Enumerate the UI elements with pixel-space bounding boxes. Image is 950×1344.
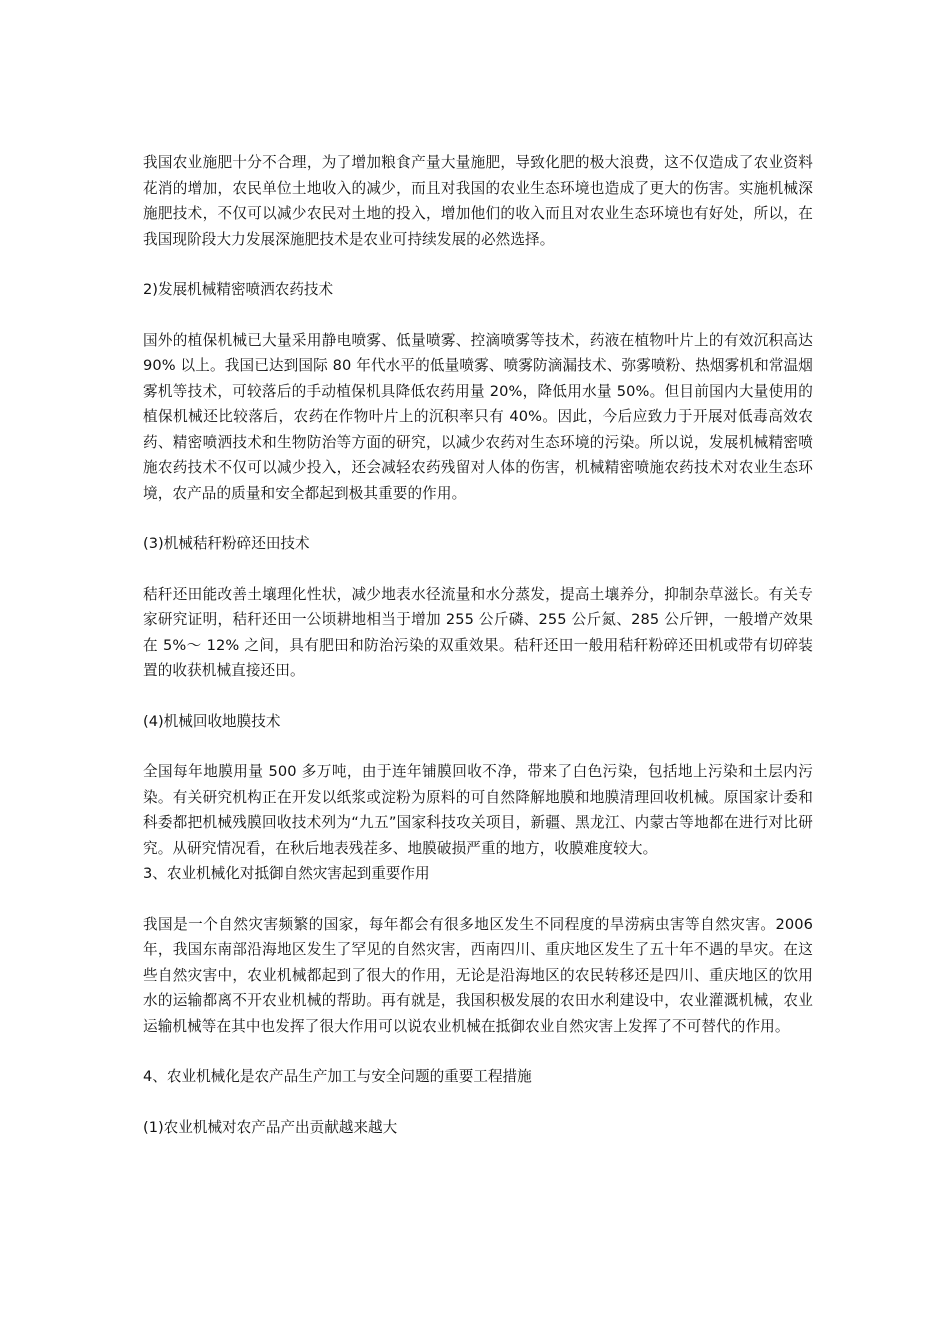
paragraph-disaster: 我国是一个自然灾害频繁的国家，每年都会有很多地区发生不同程度的旱涝病虫害等自然灾害。2006 年，我国东南部沿海地区发生了罕见的自然灾害，西南四川、重庆地区发生了五十年不遇的旱灾。在这些自然灾害中，农业机械都起到了很大的作用，无论是沿海地区的农民转移还是四川、重庆地区的饮用水的运输都离不开农业机械的帮助。再有就是，我国积极发展的农田水利建设中，农业灌溉机械，农业运输机械等在其中也发挥了很大作用可以说农业机械在抵御农业自然灾害上发挥了不可替代的作用。 <box>143 915 813 1035</box>
heading-product-safety: 4、农业机械化是农产品生产加工与安全问题的重要工程措施 <box>143 1068 532 1085</box>
heading-product-output: (1)农业机械对农产品产出贡献越来越大 <box>143 1118 398 1136</box>
spacer <box>143 684 813 709</box>
heading-disaster-resistance: 3、农业机械化对抵御自然灾害起到重要作用 <box>143 865 430 882</box>
paragraph-spraying: 国外的植保机械已大量采用静电喷雾、低量喷雾、控滴喷雾等技术，药液在植物叶片上的有效沉积高达 90% 以上。我国已达到国际 80 年代水平的低量喷雾、喷雾防滴漏技术、弥雾喷粉、热烟雾机和常温烟雾机等技术，可较落后的手动植保机具降低农药用量 20%，降低用水量 50%。但目前国内大量使用的植保机械还比较落后，农药在作物叶片上的沉积率只有 40%。因此，今后应致力于开展对低毒高效农药、精密喷洒技术和生物防治等方面的研究，以减少农药对生态环境的污染。所以说，发展机械精密喷施农药技术不仅可以减少投入，还会减轻农药残留对人体的伤害，机械精密喷施农药技术对农业生态环境，农产品的质量和安全都起到极其重要的作用。 <box>143 331 813 502</box>
document-page <box>143 150 813 1140</box>
spacer <box>143 557 813 582</box>
heading-straw-returning: (3)机械秸秆粉碎还田技术 <box>143 535 310 552</box>
heading-film-recovery: (4)机械回收地膜技术 <box>143 712 281 730</box>
paragraph-straw: 秸秆还田能改善土壤理化性状，减少地表水径流量和水分蒸发，提高土壤养分，抑制杂草滋长。有关专家研究证明，秸秆还田一公顷耕地相当于增加 255 公斤磷、255 公斤氮、285 公斤钾，一般增产效果在 5%～ 12% 之间，具有肥田和防治污染的双重效果。秸秆还田一般用秸秆粉碎还田机或带有切碎装置的收获机械直接还田。 <box>143 585 813 679</box>
paragraph-film: 全国每年地膜用量 500 多万吨，由于连年铺膜回收不净，带来了白色污染，包括地上污染和土层内污染。有关研究机构正在开发以纸浆或淀粉为原料的可自然降解地膜和地膜清理回收机械。原国家计委和科委都把机械残膜回收技术列为“九五”国家科技攻关项目，新疆、黑龙江、内蒙古等地都在进行对比研究。从研究情况看，在秋后地表残茬多、地膜破损严重的地方，收膜难度较大。 <box>143 763 813 857</box>
spacer <box>143 734 813 759</box>
paragraph-fertilization: 我国农业施肥十分不合理，为了增加粮食产量大量施肥，导致化肥的极大浪费，这不仅造成了农业资料花消的增加，农民单位土地收入的减少，而且对我国的农业生态环境也造成了更大的伤害。实施机械深施肥技术，不仅可以减少农民对土地的投入，增加他们的收入而且对农业生态环境也有好处，所以，在我国现阶段大力发展深施肥技术是农业可持续发展的必然选择。 <box>143 154 813 248</box>
spacer <box>143 1090 813 1115</box>
heading-precision-spraying: 2)发展机械精密喷洒农药技术 <box>143 281 334 298</box>
spacer <box>143 252 813 277</box>
spacer <box>143 1039 813 1064</box>
spacer <box>143 303 813 328</box>
spacer <box>143 506 813 531</box>
spacer <box>143 887 813 912</box>
